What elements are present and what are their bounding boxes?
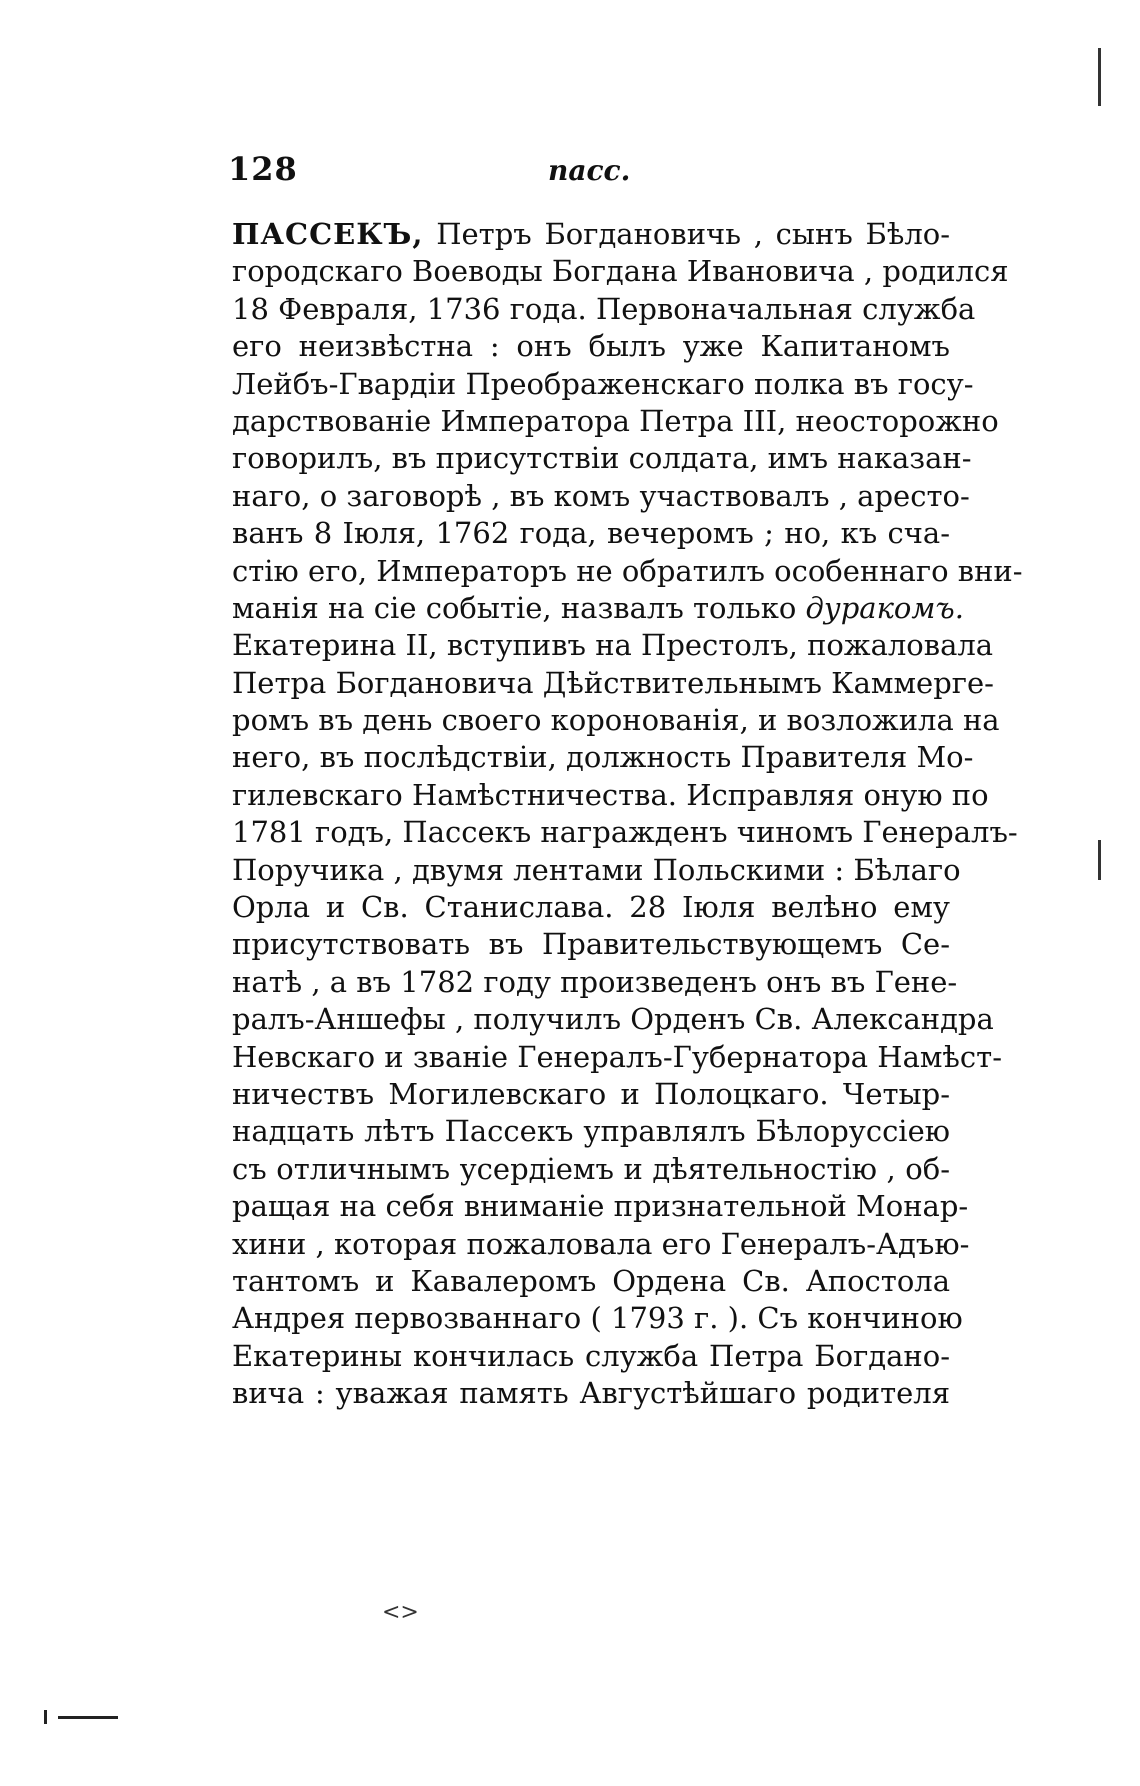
bottom-rule-tick (44, 1710, 47, 1724)
text-line: Андрея первозваннаго ( 1793 г. ). Съ кончиною (232, 1301, 963, 1336)
text-line: натѣ , а въ 1782 году произведенъ онъ въ Гене- (232, 964, 958, 999)
margin-line (1098, 48, 1101, 106)
text-line: Невскаго и званіе Генералъ-Губернатора Намѣст- (232, 1039, 1003, 1074)
text-line: наго, о заговорѣ , въ комъ участвовалъ , аресто- (232, 478, 970, 513)
text-line: 18 Февраля, 1736 года. Первоначальная служба (232, 291, 976, 326)
text-line: ралъ-Аншефы , получилъ Орденъ Св. Александра (232, 1002, 994, 1037)
text-line: гилевскаго Намѣстничества. Исправляя оную по (232, 777, 989, 812)
text-line: него, въ послѣдствіи, должность Правителя Мо- (232, 740, 974, 775)
text-line: Лейбъ-Гвардіи Преображенскаго полка въ госу- (232, 366, 974, 401)
article-headword: ПАССЕКЪ, (232, 217, 424, 251)
text-line: Петра Богдановича Дѣйствительнымъ Каммерге- (232, 665, 994, 700)
text-line: съ отличнымъ усердіемъ и дѣятельностію , об- (232, 1151, 950, 1186)
text-line: дарствованіе Императора Петра III, неосторожно (232, 403, 999, 438)
text-line: 1781 годъ, Пассекъ награжденъ чиномъ Генералъ- (232, 815, 1018, 850)
bottom-rule (58, 1716, 118, 1719)
text-line: ПАССЕКЪ, Петръ Богдановичь , сынъ Бѣло- (232, 217, 950, 251)
article-body (232, 216, 1023, 1413)
text-line: Екатерина II, вступивъ на Престолъ, пожаловала (232, 628, 994, 663)
text-line: вича : уважая память Августѣйшаго родителя (232, 1376, 950, 1411)
text-line: хини , которая пожаловала его Генералъ-Адъю- (232, 1226, 970, 1261)
page-number: 128 (228, 150, 298, 188)
text-line: ничествъ Могилевскаго и Полоцкаго. Четыр- (232, 1076, 950, 1111)
text-line: манія на сіе событіе, назвалъ только дуракомъ. (232, 590, 964, 625)
running-head: пасс. (548, 154, 631, 187)
text-line: ромъ въ день своего коронованія, и возложила на (232, 703, 1000, 738)
text-line: Орла и Св. Станислава. 28 Іюля велѣно ему (232, 890, 950, 925)
italic-word: дуракомъ. (805, 590, 964, 625)
text-line: присутствовать въ Правительствующемъ Се- (232, 927, 950, 962)
margin-line (1098, 840, 1101, 880)
text-line: Поручика , двумя лентами Польскими : Бѣлаго (232, 852, 961, 887)
text-line: надцать лѣтъ Пассекъ управлялъ Бѣлоруссіею (232, 1114, 950, 1149)
text-line: ванъ 8 Іюля, 1762 года, вечеромъ ; но, къ сча- (232, 516, 950, 551)
text-line: городскаго Воеводы Богдана Ивановича , родился (232, 254, 1009, 289)
text-line: ращая на себя вниманіе признательной Монар- (232, 1189, 969, 1224)
text-line: Екатерины кончилась служба Петра Богдано- (232, 1338, 950, 1373)
text-line: стію его, Императоръ не обратилъ особеннаго вни- (232, 553, 1023, 588)
ornament-mark: <> (382, 1600, 419, 1625)
text-line: его неизвѣстна : онъ былъ уже Капитаномъ (232, 329, 950, 364)
text-line: тантомъ и Кавалеромъ Ордена Св. Апостола (232, 1263, 950, 1298)
page-header (228, 150, 948, 190)
text-line: говорилъ, въ присутствіи солдата, имъ наказан- (232, 441, 972, 476)
